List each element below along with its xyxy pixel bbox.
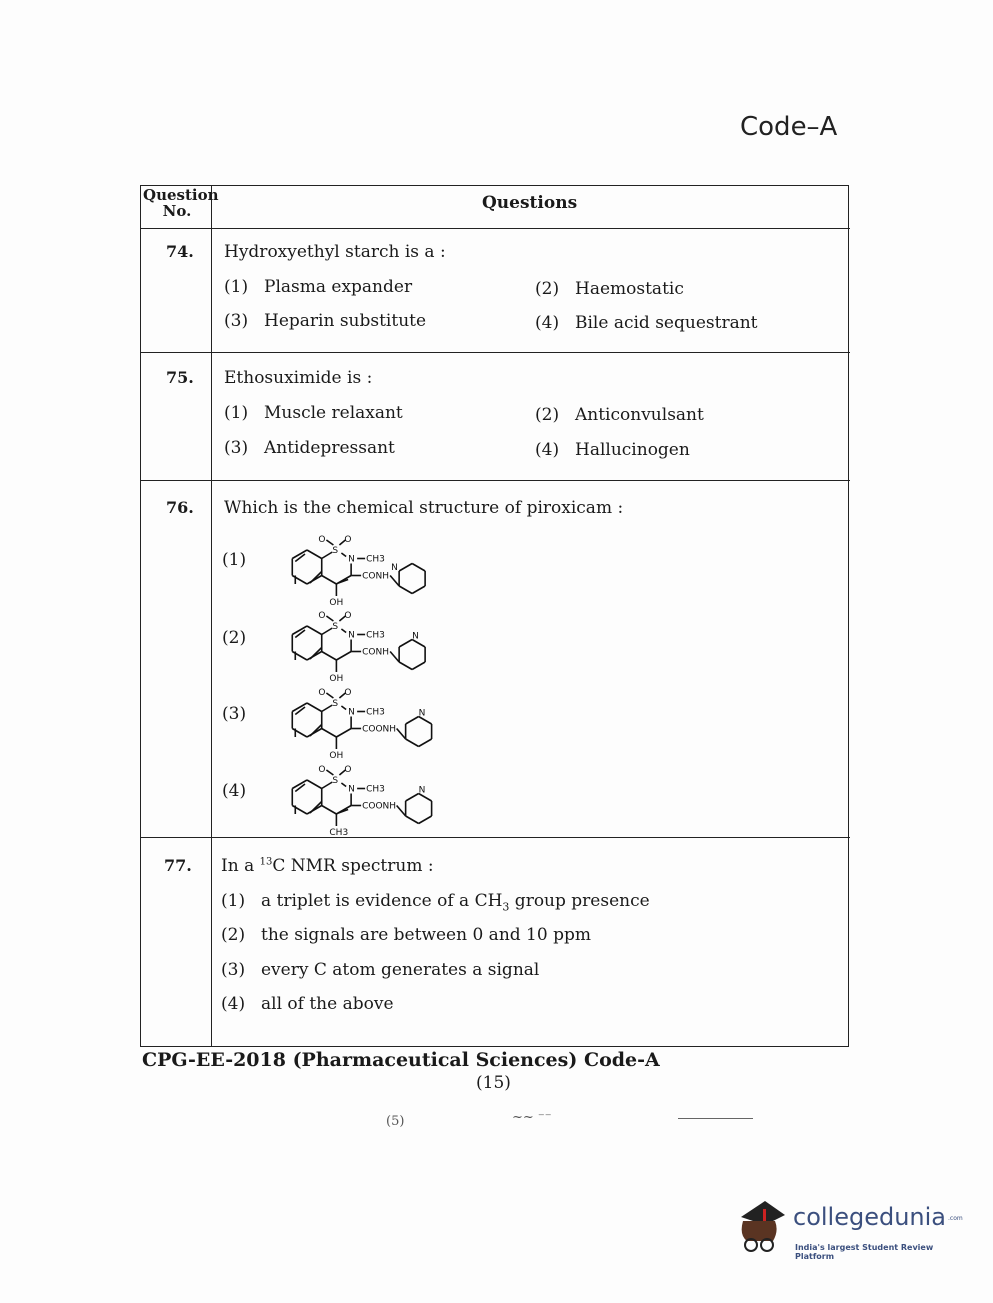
bond	[326, 540, 333, 545]
option-number: (1)	[224, 403, 249, 423]
row-divider	[140, 352, 850, 353]
option	[535, 279, 684, 299]
logo-tagline: India's largest Student Review Platform	[795, 1243, 934, 1261]
option-text: the signals are between 0 and 10 ppm	[261, 925, 591, 945]
chemical-structure	[282, 752, 482, 842]
bond	[412, 564, 425, 572]
option-text: Hallucinogen	[575, 440, 690, 460]
bond	[341, 629, 346, 633]
oxygen-atom: O	[344, 611, 352, 621]
sulfur-atom: S	[332, 546, 339, 556]
option-text: group presence	[509, 891, 650, 911]
column-divider	[211, 185, 212, 1047]
option-number: (4)	[535, 313, 560, 333]
bleed-through-text: ~~ ⁻⁻	[512, 1110, 552, 1125]
substituent-group: OH	[329, 751, 344, 761]
bond	[326, 693, 333, 698]
option-number: (4)	[535, 440, 560, 460]
bond	[406, 739, 419, 747]
option	[535, 313, 757, 333]
option-text: Plasma expander	[264, 277, 413, 297]
bond	[322, 628, 333, 635]
pyridine-nitrogen: N	[412, 631, 419, 642]
bond	[390, 576, 399, 587]
option-number: (1)	[221, 891, 246, 911]
subscript: 3	[502, 900, 510, 914]
nitrogen-atom: N	[348, 784, 355, 795]
substituent-group: CH3	[329, 828, 349, 838]
bond	[307, 703, 322, 712]
option	[224, 277, 412, 297]
amide-group: COONH	[362, 801, 397, 812]
header-questions: Questions	[482, 193, 578, 213]
bond	[336, 652, 351, 661]
nitrogen-atom: N	[348, 630, 355, 641]
footer-title: CPG-EE-2018 (Pharmaceutical Sciences) Code-A	[142, 1049, 660, 1071]
methyl-group: CH3	[366, 784, 385, 795]
bond	[399, 640, 412, 648]
option-number: (2)	[221, 925, 246, 945]
bond	[322, 705, 333, 712]
bond	[322, 576, 337, 585]
oxygen-atom: O	[344, 765, 352, 775]
bond	[399, 586, 412, 594]
bond	[399, 564, 412, 572]
option	[221, 925, 591, 945]
option-number: (1)	[224, 277, 249, 297]
option	[224, 438, 395, 458]
bond	[322, 782, 333, 789]
option-number: (4)	[221, 994, 246, 1014]
option-text: Bile acid sequestrant	[575, 313, 758, 333]
option	[224, 403, 403, 423]
bond	[326, 770, 333, 775]
question-number: 76.	[166, 498, 194, 517]
option	[221, 994, 394, 1014]
option-text: all of the above	[261, 994, 394, 1014]
option-number: (2)	[535, 279, 560, 299]
sulfur-atom: S	[332, 699, 339, 709]
bond	[341, 706, 346, 710]
option	[535, 405, 704, 425]
bond	[307, 626, 322, 635]
question-number: 75.	[166, 368, 194, 387]
amide-group: CONH	[362, 571, 389, 582]
oxygen-atom: O	[344, 688, 352, 698]
bond	[322, 652, 337, 661]
amide-group: COONH	[362, 724, 397, 735]
option-text: a triplet is evidence of a CH	[261, 891, 503, 911]
pyridine-nitrogen: N	[418, 708, 426, 719]
paper-code: Code–A	[740, 112, 838, 142]
option-text: Haemostatic	[575, 279, 684, 299]
question-text: Hydroxyethyl starch is a :	[224, 242, 446, 262]
oxygen-atom: O	[318, 688, 326, 698]
bond	[406, 816, 419, 824]
question-text: Which is the chemical structure of piroxicam :	[224, 498, 624, 518]
amide-group: CONH	[362, 647, 389, 658]
option-number: (3)	[221, 960, 246, 980]
bond	[419, 816, 432, 824]
logo-tld: .com	[948, 1215, 963, 1222]
bond	[406, 794, 419, 802]
bleed-through-line	[678, 1118, 753, 1119]
methyl-group: CH3	[366, 707, 385, 718]
question-number: 74.	[166, 242, 194, 261]
bond	[336, 729, 351, 738]
option-number: (3)	[222, 704, 247, 724]
nitrogen-atom: N	[348, 707, 355, 718]
option-text: Anticonvulsant	[575, 405, 704, 425]
row-divider	[140, 837, 850, 838]
row-divider	[140, 228, 850, 229]
option-number: (2)	[222, 628, 247, 648]
bond	[406, 717, 419, 725]
option-number: (4)	[222, 781, 247, 801]
superscript: 13	[259, 856, 273, 868]
mascot-icon	[735, 1195, 793, 1265]
option-text: Muscle relaxant	[264, 403, 403, 423]
methyl-group: CH3	[366, 554, 385, 565]
option-text: every C atom generates a signal	[261, 960, 540, 980]
nitrogen-atom: N	[348, 554, 355, 565]
bond	[322, 806, 337, 815]
bond	[322, 729, 337, 738]
bond	[326, 616, 333, 621]
substituent-group: OH	[329, 674, 344, 684]
sulfur-atom: S	[332, 622, 339, 632]
option	[221, 891, 650, 913]
bond	[397, 806, 406, 817]
oxygen-atom: O	[318, 535, 326, 545]
pyridine-nitrogen: N	[418, 785, 426, 796]
question-number: 77.	[164, 856, 192, 875]
option	[535, 440, 690, 460]
oxygen-atom: O	[344, 535, 352, 545]
option	[221, 960, 539, 980]
pyridine-nitrogen: N	[391, 563, 398, 573]
question-text: Ethosuximide is :	[224, 368, 373, 388]
bond	[419, 739, 432, 747]
substituent-group: OH	[329, 598, 344, 608]
bond	[341, 553, 346, 557]
oxygen-atom: O	[318, 611, 326, 621]
option-text: Antidepressant	[264, 438, 395, 458]
option	[224, 311, 426, 331]
bond	[307, 550, 322, 559]
bond	[412, 662, 425, 670]
bond	[341, 783, 346, 787]
header-question-no: Question No.	[143, 186, 219, 220]
methyl-group: CH3	[366, 630, 385, 641]
logo-brand: collegedunia	[793, 1203, 947, 1231]
bond	[390, 652, 399, 663]
option-number: (3)	[224, 311, 249, 331]
row-divider	[140, 480, 850, 481]
text: In a	[221, 856, 260, 876]
text: C NMR spectrum :	[272, 856, 434, 876]
bond	[399, 662, 412, 670]
bond	[397, 729, 406, 740]
page-number: (15)	[476, 1073, 511, 1093]
bond	[307, 780, 322, 789]
option-number: (3)	[224, 438, 249, 458]
option-text: Heparin substitute	[264, 311, 427, 331]
question-text	[221, 856, 434, 876]
bond	[322, 552, 333, 559]
option-number: (1)	[222, 550, 247, 570]
bond	[412, 586, 425, 594]
oxygen-atom: O	[318, 765, 326, 775]
bleed-through-text: (5)	[386, 1114, 405, 1129]
sulfur-atom: S	[332, 776, 339, 786]
collegedunia-logo	[735, 1195, 965, 1270]
option-number: (2)	[535, 405, 560, 425]
